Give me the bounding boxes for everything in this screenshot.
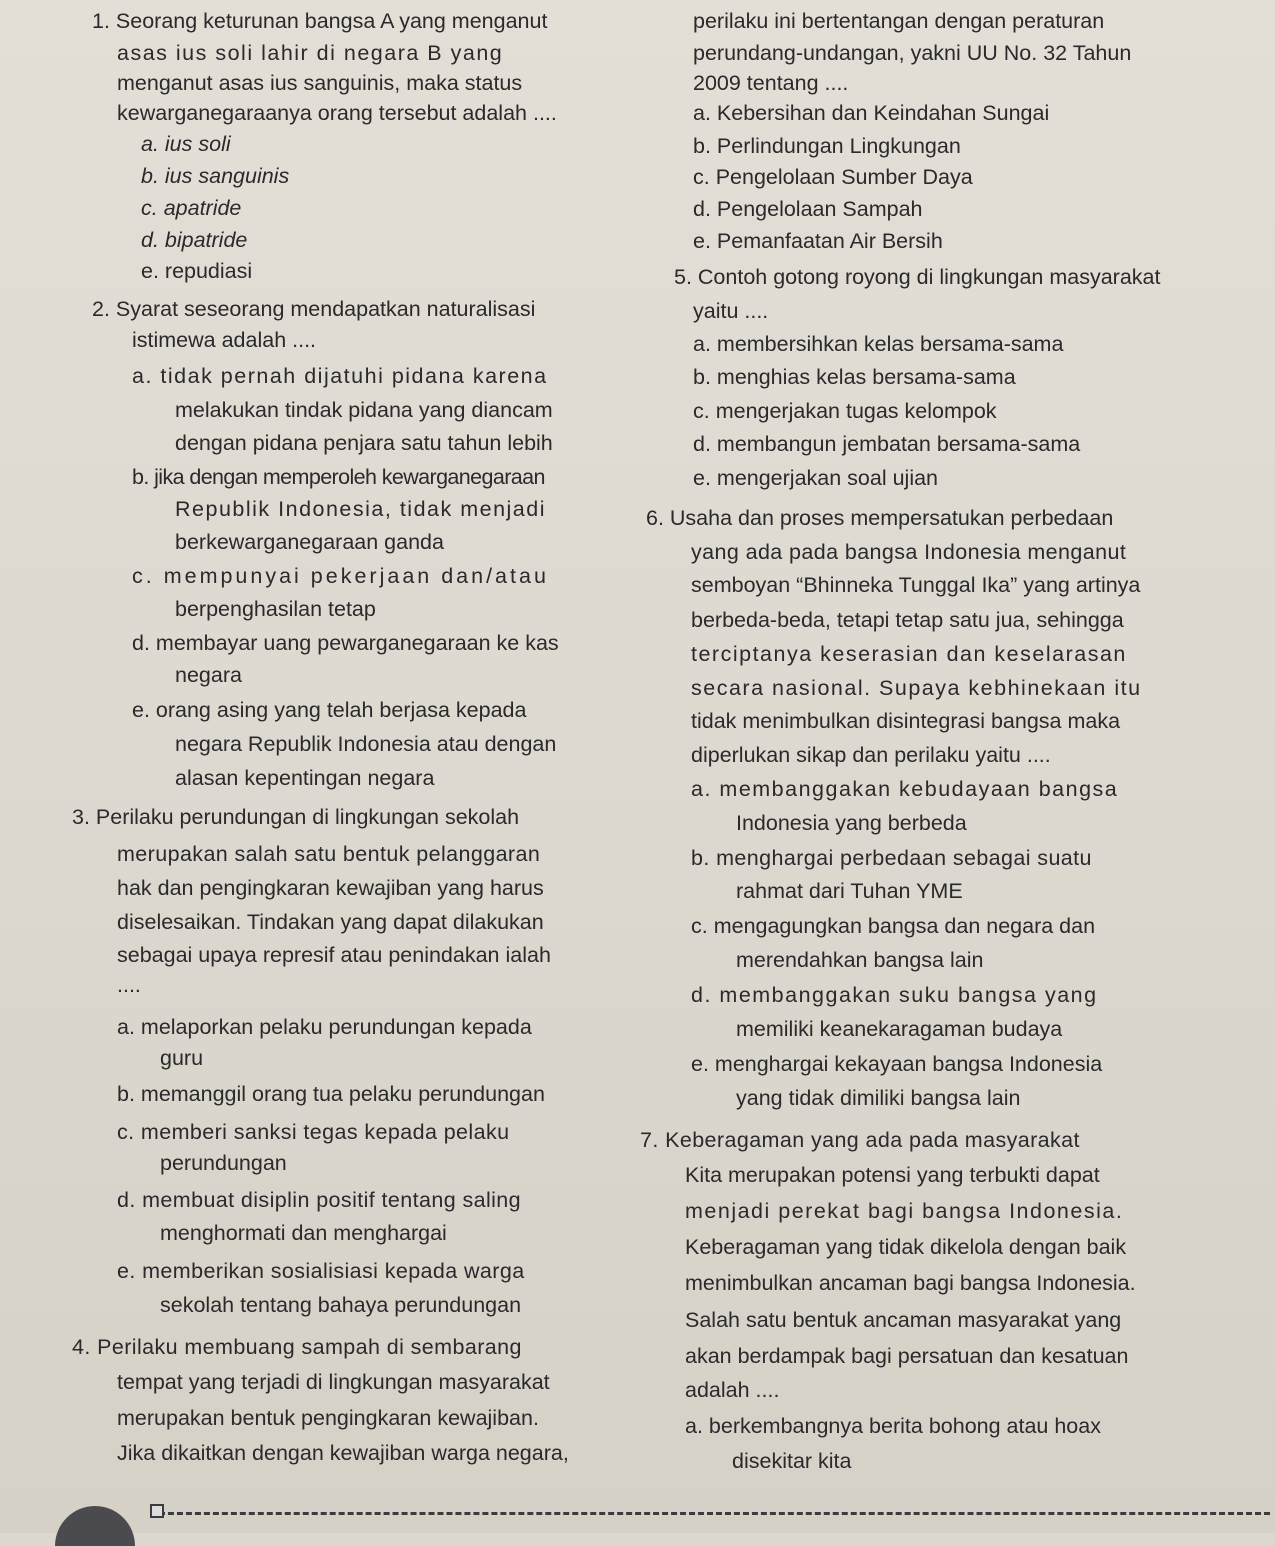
- q1-option-a: a. ius soli: [141, 132, 231, 156]
- q2-option-b-3: berkewarganegaraan ganda: [175, 530, 444, 554]
- q2-option-d-2: negara: [175, 663, 242, 687]
- q4-line-6: perundang-undangan, yakni UU No. 32 Tahun: [693, 41, 1132, 65]
- q6-option-a-2: Indonesia yang berbeda: [736, 811, 967, 835]
- q6-option-c-1: c. mengagungkan bangsa dan negara dan: [691, 914, 1096, 938]
- q5-option-d: d. membangun jembatan bersama-sama: [693, 432, 1081, 456]
- q2-option-c-1: c. mempunyai pekerjaan dan/atau: [132, 564, 549, 588]
- q5-option-b: b. menghias kelas bersama-sama: [693, 365, 1016, 389]
- q3-option-a-2: guru: [160, 1046, 204, 1070]
- q6-option-d-2: memiliki keanekaragaman budaya: [736, 1017, 1063, 1041]
- q4-option-a: a. Kebersihan dan Keindahan Sungai: [693, 101, 1050, 125]
- q7-option-a-1: a. berkembangnya berita bohong atau hoax: [685, 1414, 1101, 1438]
- q6-line-2: yang ada pada bangsa Indonesia menganut: [691, 540, 1127, 564]
- q3-line-4: diselesaikan. Tindakan yang dapat dilakukan: [117, 910, 544, 934]
- q2-line-2: istimewa adalah ....: [132, 328, 317, 352]
- q4-line-3: merupakan bentuk pengingkaran kewajiban.: [117, 1406, 539, 1430]
- q5-option-a: a. membersihkan kelas bersama-sama: [693, 332, 1064, 356]
- q4-option-b: b. Perlindungan Lingkungan: [693, 134, 961, 158]
- q7-line-2: Kita merupakan potensi yang terbukti dapat: [685, 1163, 1100, 1187]
- q4-line-2: tempat yang terjadi di lingkungan masyarakat: [117, 1370, 550, 1394]
- q6-line-5: terciptanya keserasian dan keselarasan: [691, 642, 1127, 666]
- q1-option-e: e. repudiasi: [141, 259, 253, 283]
- q2-option-e-3: alasan kepentingan negara: [175, 766, 435, 790]
- q6-option-e-1: e. menghargai kekayaan bangsa Indonesia: [691, 1052, 1103, 1076]
- q6-line-3: semboyan “Bhinneka Tunggal Ika” yang artinya: [691, 573, 1141, 597]
- footer-square-marker: [150, 1504, 164, 1518]
- q2-option-a-2: melakukan tindak pidana yang diancam: [175, 398, 553, 422]
- q3-option-a-1: a. melaporkan pelaku perundungan kepada: [117, 1015, 532, 1039]
- q6-line-6: secara nasional. Supaya kebhinekaan itu: [691, 676, 1142, 700]
- q1-line-3: menganut asas ius sanguinis, maka status: [117, 71, 523, 95]
- q3-option-c-2: perundungan: [160, 1151, 287, 1175]
- q1-option-d: d. bipatride: [141, 228, 248, 252]
- q6-option-e-2: yang tidak dimiliki bangsa lain: [736, 1086, 1021, 1110]
- q4-option-d: d. Pengelolaan Sampah: [693, 197, 923, 221]
- q4-line-7: 2009 tentang ....: [693, 71, 849, 95]
- q3-option-b: b. memanggil orang tua pelaku perundungan: [117, 1082, 545, 1106]
- q1-line-1: 1. Seorang keturunan bangsa A yang menganut: [92, 9, 548, 33]
- q7-line-8: adalah ....: [685, 1378, 780, 1402]
- q6-line-1: 6. Usaha dan proses mempersatukan perbedaan: [646, 506, 1114, 530]
- q3-line-1: 3. Perilaku perundungan di lingkungan sekolah: [72, 805, 520, 829]
- q1-option-c: c. apatride: [141, 196, 242, 220]
- q2-option-e-2: negara Republik Indonesia atau dengan: [175, 732, 557, 756]
- q3-option-d-2: menghormati dan menghargai: [160, 1221, 447, 1245]
- q2-option-d-1: d. membayar uang pewarganegaraan ke kas: [132, 631, 559, 655]
- q5-option-c: c. mengerjakan tugas kelompok: [693, 399, 997, 423]
- q5-option-e: e. mengerjakan soal ujian: [693, 466, 939, 490]
- q6-option-d-1: d. membanggakan suku bangsa yang: [691, 983, 1098, 1007]
- q6-line-7: tidak menimbulkan disintegrasi bangsa maka: [691, 709, 1121, 733]
- q2-option-b-2: Republik Indonesia, tidak menjadi: [175, 497, 547, 521]
- q6-line-8: diperlukan sikap dan perilaku yaitu ....: [691, 743, 1051, 767]
- q2-option-c-2: berpenghasilan tetap: [175, 597, 376, 621]
- q4-line-5: perilaku ini bertentangan dengan peraturan: [693, 9, 1105, 33]
- q6-option-b-1: b. menghargai perbedaan sebagai suatu: [691, 846, 1092, 870]
- q3-line-5: sebagai upaya represif atau penindakan ialah: [117, 943, 551, 967]
- q3-line-6: ....: [117, 973, 141, 997]
- q3-line-2: merupakan salah satu bentuk pelanggaran: [117, 842, 541, 866]
- q7-line-1: 7. Keberagaman yang ada pada masyarakat: [640, 1128, 1080, 1152]
- q4-option-c: c. Pengelolaan Sumber Daya: [693, 165, 973, 189]
- q4-line-4: Jika dikaitkan dengan kewajiban warga negara,: [117, 1441, 569, 1465]
- footer-dashed-line: [150, 1512, 1270, 1515]
- q1-line-4: kewarganegaraanya orang tersebut adalah ....: [117, 101, 557, 125]
- q3-option-c-1: c. memberi sanksi tegas kepada pelaku: [117, 1120, 510, 1144]
- q6-option-c-2: merendahkan bangsa lain: [736, 948, 984, 972]
- q2-option-a-1: a. tidak pernah dijatuhi pidana karena: [132, 364, 548, 388]
- q3-line-3: hak dan pengingkaran kewajiban yang harus: [117, 876, 544, 900]
- q7-line-5: menimbulkan ancaman bagi bangsa Indonesia.: [685, 1271, 1136, 1295]
- q6-line-4: berbeda-beda, tetapi tetap satu jua, sehingga: [691, 608, 1124, 632]
- q7-line-4: Keberagaman yang tidak dikelola dengan baik: [685, 1235, 1127, 1259]
- page-corner-shape: [55, 1506, 135, 1546]
- q4-option-e: e. Pemanfaatan Air Bersih: [693, 229, 943, 253]
- q2-option-e-1: e. orang asing yang telah berjasa kepada: [132, 698, 527, 722]
- q5-line-1: 5. Contoh gotong royong di lingkungan masyarakat: [674, 265, 1161, 289]
- q2-option-b-1: b. jika dengan memperoleh kewarganegaraan: [132, 465, 545, 489]
- q1-option-b: b. ius sanguinis: [141, 164, 290, 188]
- q7-option-a-2: disekitar kita: [732, 1449, 852, 1473]
- q6-option-b-2: rahmat dari Tuhan YME: [736, 879, 963, 903]
- q3-option-e-2: sekolah tentang bahaya perundungan: [160, 1293, 522, 1317]
- q7-line-3: menjadi perekat bagi bangsa Indonesia.: [685, 1199, 1124, 1223]
- q7-line-6: Salah satu bentuk ancaman masyarakat yang: [685, 1308, 1122, 1332]
- q4-line-1: 4. Perilaku membuang sampah di sembarang: [72, 1335, 522, 1359]
- q7-line-7: akan berdampak bagi persatuan dan kesatuan: [685, 1344, 1129, 1368]
- q5-line-2: yaitu ....: [693, 299, 769, 323]
- q3-option-d-1: d. membuat disiplin positif tentang saling: [117, 1188, 522, 1212]
- q6-option-a-1: a. membanggakan kebudayaan bangsa: [691, 777, 1119, 801]
- q3-option-e-1: e. memberikan sosialisiasi kepada warga: [117, 1259, 525, 1283]
- q1-line-2: asas ius soli lahir di negara B yang: [117, 41, 504, 65]
- q2-line-1: 2. Syarat seseorang mendapatkan naturalisasi: [92, 297, 536, 321]
- q2-option-a-3: dengan pidana penjara satu tahun lebih: [175, 431, 553, 455]
